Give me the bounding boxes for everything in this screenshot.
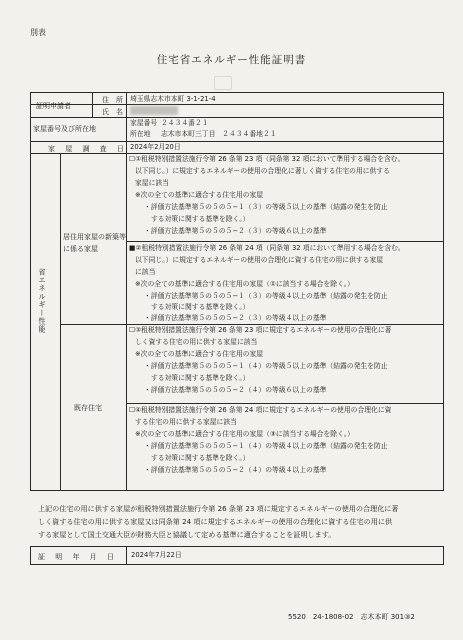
location-value: 志木市本町三丁目 ２４３４番地２１	[161, 130, 277, 138]
item4-line: ※次の全ての基準に適合する住宅用の家屋（③に該当する場合を除く。）	[135, 430, 354, 438]
item1-line: ・評価方法基準第５の５の５−２（３）の等級６以上の基準	[144, 227, 327, 235]
item3-line: しく資する住宅の用に供する家屋に該当	[135, 338, 258, 346]
survey-date-label: 家 屋 調 査 日	[48, 145, 128, 153]
new-construction-label-2: に係る家屋	[63, 245, 98, 253]
item2-line: ・評価方法基準第５の５の５−１（３）の等級４以上の基準（結露の発生を防止	[144, 292, 388, 300]
item2-line: ■②租税特別措置法施行令第 26 条第 24 項（同条第 32 項において準用する場合を含む。	[129, 244, 405, 252]
col-rule	[126, 153, 127, 491]
location-label: 所在地	[130, 130, 151, 138]
item2-line: する対策に関する基準を除く。）	[151, 303, 250, 311]
item1-line: する対策に関する基準を除く。）	[151, 215, 250, 223]
row-rule	[126, 403, 444, 404]
item4-line: する住宅の用に供する家屋に該当	[135, 418, 237, 426]
row-rule	[30, 117, 444, 118]
item1-line: 以下同じ。）に規定するエネルギーの使用の合理化に著しく資する住宅の用に供する	[135, 167, 390, 175]
item4-line: ・評価方法基準第５の５の５−２（４）の等級４以上の基準	[144, 466, 327, 474]
row-rule	[30, 141, 444, 142]
item3-line: ・評価方法基準第５の５の５−２（４）の等級６以上の基準	[144, 386, 327, 394]
row-rule	[126, 241, 444, 242]
name-label: 氏 名	[102, 108, 123, 116]
item1-line: ※次の全ての基準に適合する住宅用の家屋	[135, 191, 264, 199]
certification-date-value: 2024年7月22日	[131, 551, 182, 559]
statement-line: しく資する住宅の用に供する家屋又は同条第 24 項に規定するエネルギーの使用の合理化に資する住宅の用に供	[38, 517, 393, 526]
item4-line: ・評価方法基準第５の５の５−１（４）の等級４以上の基準（結露の発生を防止	[144, 442, 388, 450]
item3-line: ・評価方法基準第５の５の５−１（４）の等級５以上の基準（結露の発生を防止	[144, 362, 388, 370]
col-rule	[126, 546, 127, 565]
redacted-name	[130, 106, 178, 115]
item1-line: 家屋に該当	[135, 179, 169, 187]
certification-statement	[38, 502, 440, 541]
item3-line: する対策に関する基準を除く。）	[151, 374, 250, 382]
applicant-label: 証明申請者	[36, 102, 71, 110]
item3-line: ☐③租税特別措置法施行令第 26 条第 23 項に規定するエネルギーの使用の合理化に著	[129, 326, 392, 334]
house-number-value: ２４３４番２１	[161, 119, 209, 127]
row-rule	[60, 324, 444, 325]
house-label: 家屋番号及び所在地	[33, 125, 96, 133]
survey-date-value: 2024年2月20日	[130, 143, 181, 151]
item2-line: に該当	[135, 268, 156, 276]
energy-performance-label: 省エネルギー性能	[38, 268, 47, 334]
certification-date-label: 証 明 年 月 日	[38, 553, 118, 561]
col-rule	[60, 153, 61, 491]
document-code: 5520 24-1808-02 志木本町 301③2	[288, 613, 415, 621]
new-construction-label-1: 居住用家屋の新築等	[63, 233, 126, 241]
document-title: 住宅省エネルギー性能証明書	[156, 54, 307, 66]
item2-line: ・評価方法基準第５の５の５−２（３）の等級４以上の基準	[144, 314, 327, 322]
address-label: 住 所	[102, 96, 123, 104]
item4-line: ☐④租税特別措置法施行令第 26 条第 24 項に規定するエネルギーの使用の合理化に資	[129, 406, 392, 414]
address-value: 埼玉県志木市本町 3-1-21-4	[130, 95, 216, 103]
statement-line: する家屋として国土交通大臣が財務大臣と協議して定める基準に適合することを証明します。	[38, 530, 336, 539]
item3-line: ※次の全ての基準に適合する住宅用の家屋	[135, 350, 264, 358]
house-number-label: 家屋番号	[130, 119, 158, 127]
col-rule	[92, 92, 93, 117]
item1-line: ☐①租税特別措置法施行令第 26 条第 23 項（同条第 32 項において準用する場合を含む。	[129, 155, 405, 163]
row-rule	[92, 104, 444, 105]
item2-line: 以下同じ。）に規定するエネルギーの使用の合理化に資する住宅の用に供する家屋	[135, 256, 384, 264]
existing-house-label: 既存住宅	[74, 404, 102, 412]
statement-line: 上記の住宅の用に供する家屋が租税特別措置法施行令第 26 条第 23 項に規定するエネルギーの使用の合理化に著	[38, 504, 399, 513]
item1-line: ・評価方法基準第５の５の５−１（３）の等級５以上の基準（結露の発生を防止	[144, 203, 388, 211]
faint-stamp-mark	[214, 76, 232, 90]
item4-line: する対策に関する基準を除く。）	[151, 454, 250, 462]
appendix-label: 別表	[30, 28, 46, 37]
item2-line: ※次の全ての基準に適合する住宅用の家屋（①に該当する場合を除く。）	[135, 280, 354, 288]
